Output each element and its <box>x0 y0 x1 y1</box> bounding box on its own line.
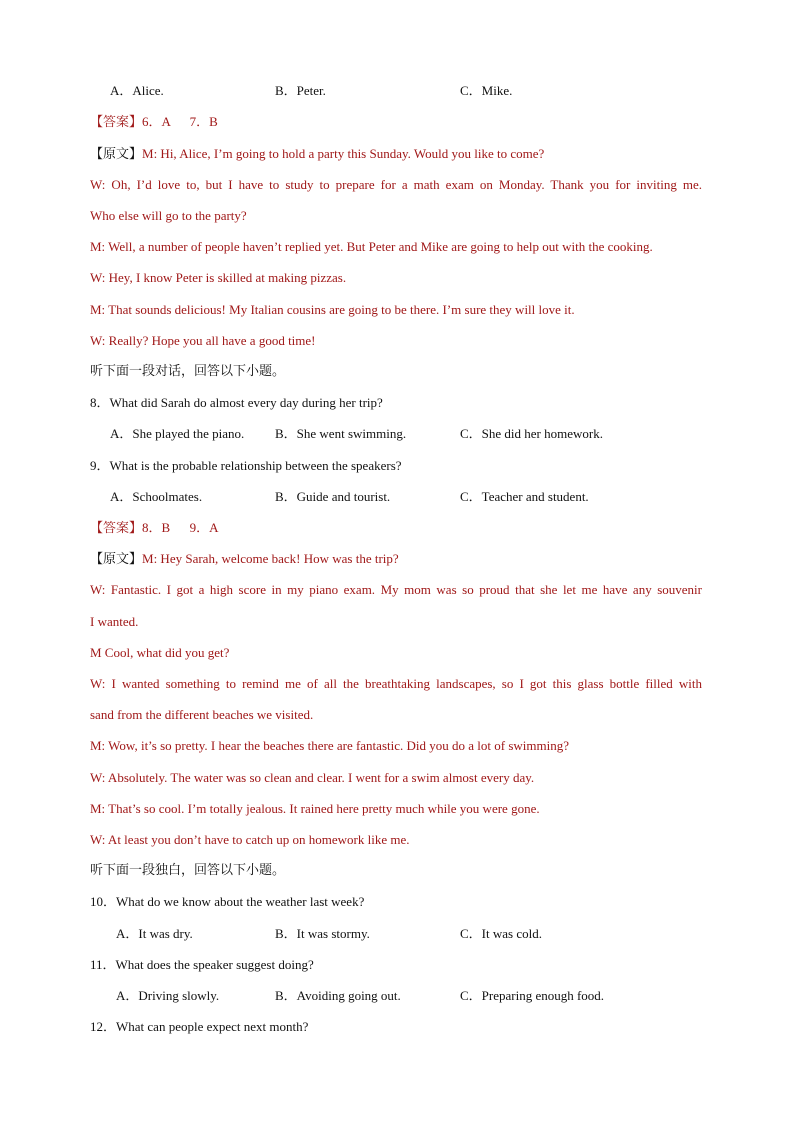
transcript-2-line-9: M: That’s so cool. I’m totally jealous. It rained here pretty much while you were gone. <box>90 801 540 816</box>
transcript-2-line-5: W: I wanted something to remind me of all the breathtaking landscapes, so I got this glass bottle filled with <box>90 676 702 691</box>
transcript-2-line-3: I wanted. <box>90 614 139 629</box>
q7-option-b: B．Peter. <box>275 83 326 98</box>
transcript-1-line-4: M: Well, a number of people haven’t replied yet. But Peter and Mike are going to help out with the cooking. <box>90 239 653 254</box>
q10-option-a: A．It was dry. <box>116 926 193 941</box>
section-heading-monologue: 听下面一段独白，回答以下小题。 <box>90 863 286 878</box>
q8-option-b: B．She went swimming. <box>275 426 407 441</box>
transcript-2-line-6: sand from the different beaches we visited. <box>90 707 314 722</box>
transcript-1-line-2: W: Oh, I’d love to, but I have to study to prepare for a math exam on Monday. Thank you for inviting me. <box>90 177 702 192</box>
q8-option-c: C．She did her homework. <box>460 426 603 441</box>
transcript-2-line-10: W: At least you don’t have to catch up on homework like me. <box>90 832 410 847</box>
answer-label: 【答案】 <box>90 521 143 536</box>
transcript-label: 【原文】 <box>90 147 143 162</box>
transcript-2-line-1 <box>90 550 399 569</box>
q7-option-a: A．Alice. <box>110 83 164 98</box>
transcript-2-line-4: M Cool, what did you get? <box>90 645 230 660</box>
answer-text: 6．A 7．B <box>142 114 218 129</box>
question-12: 12．What can people expect next month? <box>90 1019 309 1034</box>
answer-text: 8．B 9．A <box>142 520 219 535</box>
q11-option-a: A．Driving slowly. <box>116 988 220 1003</box>
transcript-text: M: Hey Sarah, welcome back! How was the trip? <box>142 551 399 566</box>
transcript-2-line-7: M: Wow, it’s so pretty. I hear the beaches there are fantastic. Did you do a lot of swimming? <box>90 738 569 753</box>
transcript-1-line-6: M: That sounds delicious! My Italian cousins are going to be there. I’m sure they will love it. <box>90 302 575 317</box>
transcript-2-line-8: W: Absolutely. The water was so clean and clear. I went for a swim almost every day. <box>90 770 535 785</box>
q10-option-c: C．It was cold. <box>460 926 542 941</box>
q10-option-b: B．It was stormy. <box>275 926 370 941</box>
q7-option-c: C．Mike. <box>460 83 513 98</box>
transcript-2-line-2: W: Fantastic. I got a high score in my piano exam. My mom was so proud that she let me have any souvenir <box>90 582 702 597</box>
question-10: 10．What do we know about the weather last week? <box>90 894 365 909</box>
answer-block-1 <box>90 113 218 132</box>
q9-option-a: A．Schoolmates. <box>110 489 203 504</box>
answer-label: 【答案】 <box>90 115 143 130</box>
transcript-text: M: Hi, Alice, I’m going to hold a party this Sunday. Would you like to come? <box>142 146 545 161</box>
q11-option-c: C．Preparing enough food. <box>460 988 605 1003</box>
question-11: 11．What does the speaker suggest doing? <box>90 957 314 972</box>
q8-option-a: A．She played the piano. <box>110 426 245 441</box>
transcript-label: 【原文】 <box>90 552 143 567</box>
section-heading-dialogue: 听下面一段对话，回答以下小题。 <box>90 364 286 379</box>
transcript-1-line-3: Who else will go to the party? <box>90 208 247 223</box>
transcript-1-line-1 <box>90 145 544 164</box>
q11-option-b: B．Avoiding going out. <box>275 988 401 1003</box>
answer-block-2 <box>90 519 219 538</box>
q9-option-b: B．Guide and tourist. <box>275 489 391 504</box>
question-8: 8．What did Sarah do almost every day during her trip? <box>90 395 383 410</box>
transcript-1-line-5: W: Hey, I know Peter is skilled at making pizzas. <box>90 270 347 285</box>
question-9: 9．What is the probable relationship between the speakers? <box>90 458 402 473</box>
q9-option-c: C．Teacher and student. <box>460 489 589 504</box>
transcript-1-line-7: W: Really? Hope you all have a good time! <box>90 333 316 348</box>
